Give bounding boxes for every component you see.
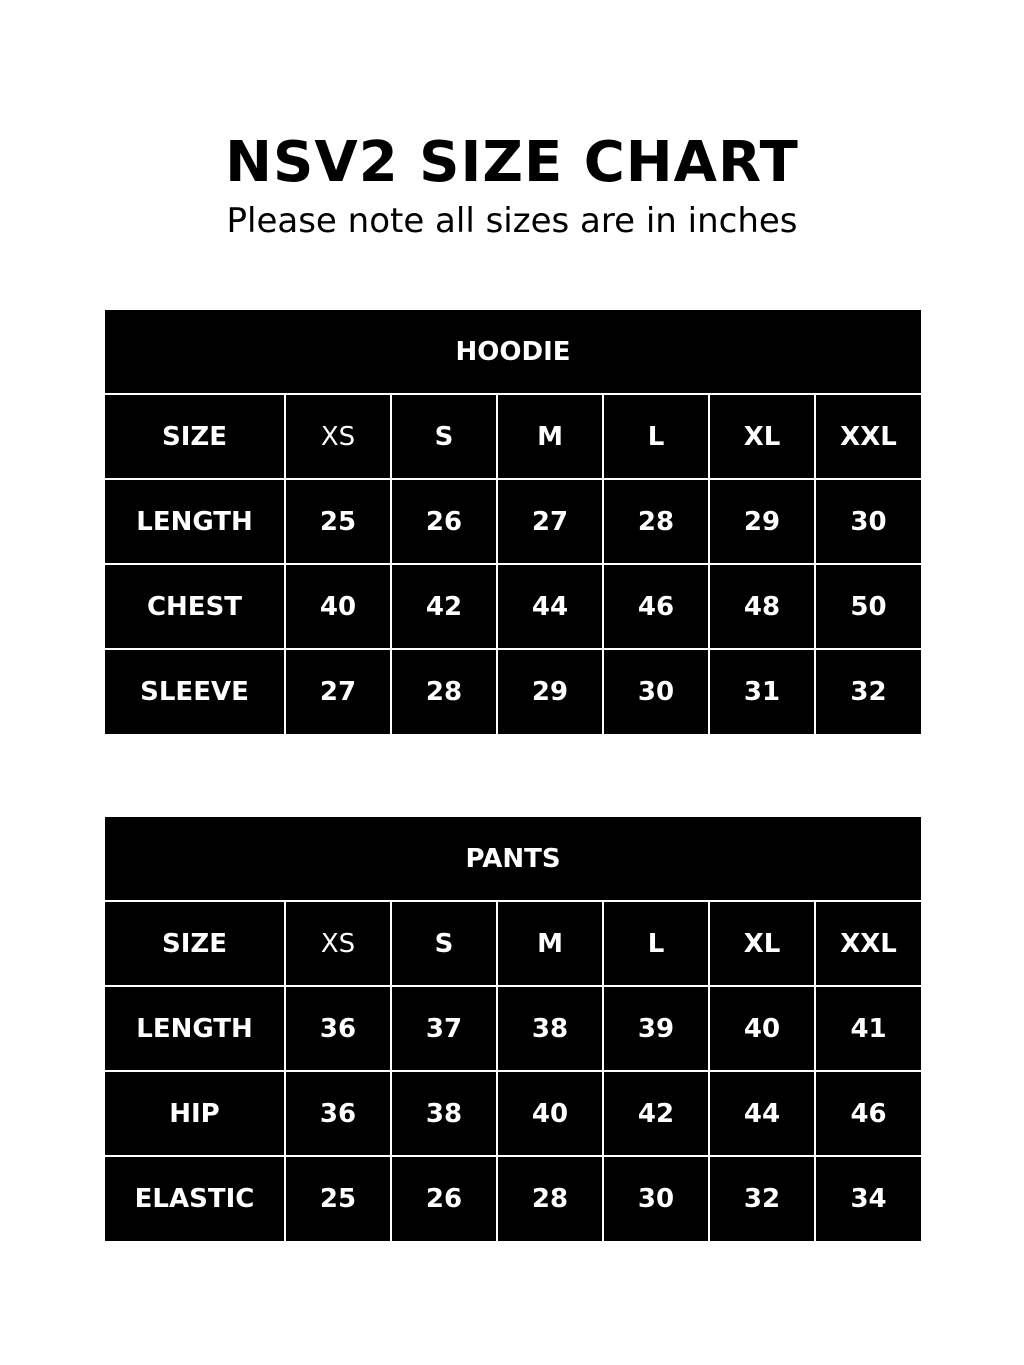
pants-header-row (105, 901, 921, 986)
table-cell: 41 (815, 986, 921, 1071)
table-cell: 25 (285, 1156, 391, 1241)
table-cell: 29 (497, 649, 603, 734)
table-cell: 28 (391, 649, 497, 734)
pants-size-s: S (391, 901, 497, 986)
table-cell: 27 (497, 479, 603, 564)
table-cell: 28 (603, 479, 709, 564)
table-cell: 44 (497, 564, 603, 649)
row-label: LENGTH (105, 986, 285, 1071)
table-cell: 40 (497, 1071, 603, 1156)
hoodie-size-l: L (603, 394, 709, 479)
table-cell: 28 (497, 1156, 603, 1241)
hoodie-caption-row (105, 310, 921, 394)
table-cell: 39 (603, 986, 709, 1071)
table-cell: 32 (709, 1156, 815, 1241)
table-cell: 40 (709, 986, 815, 1071)
pants-size-table (105, 817, 921, 1241)
pants-hip-row (105, 1071, 921, 1156)
pants-size-header: SIZE (105, 901, 285, 986)
table-cell: 42 (391, 564, 497, 649)
pants-size-m: M (497, 901, 603, 986)
row-label: SLEEVE (105, 649, 285, 734)
row-label: ELASTIC (105, 1156, 285, 1241)
pants-table-caption: PANTS (465, 843, 561, 874)
table-cell: 32 (815, 649, 921, 734)
hoodie-size-header: SIZE (105, 394, 285, 479)
table-cell: 25 (285, 479, 391, 564)
row-label: CHEST (105, 564, 285, 649)
page-title: NSV2 SIZE CHART (225, 130, 799, 195)
table-cell: 37 (391, 986, 497, 1071)
table-cell: 50 (815, 564, 921, 649)
table-cell: 42 (603, 1071, 709, 1156)
table-cell: 30 (815, 479, 921, 564)
hoodie-table-caption: HOODIE (455, 336, 571, 367)
table-cell: 48 (709, 564, 815, 649)
pants-size-xl: XL (709, 901, 815, 986)
table-cell: 30 (603, 649, 709, 734)
table-cell: 36 (285, 1071, 391, 1156)
table-cell: 26 (391, 479, 497, 564)
table-cell: 36 (285, 986, 391, 1071)
row-label: LENGTH (105, 479, 285, 564)
table-cell: 27 (285, 649, 391, 734)
hoodie-sleeve-row (105, 649, 921, 734)
table-cell: 34 (815, 1156, 921, 1241)
table-cell: 40 (285, 564, 391, 649)
hoodie-chest-row (105, 564, 921, 649)
row-label: HIP (105, 1071, 285, 1156)
hoodie-size-table (105, 310, 921, 734)
hoodie-size-m: M (497, 394, 603, 479)
pants-length-row (105, 986, 921, 1071)
pants-size-xs: XS (285, 901, 391, 986)
table-cell: 38 (391, 1071, 497, 1156)
pants-caption-row (105, 817, 921, 901)
pants-elastic-row (105, 1156, 921, 1241)
table-cell: 46 (603, 564, 709, 649)
table-cell: 38 (497, 986, 603, 1071)
table-cell: 30 (603, 1156, 709, 1241)
hoodie-size-s: S (391, 394, 497, 479)
table-cell: 26 (391, 1156, 497, 1241)
table-cell: 46 (815, 1071, 921, 1156)
pants-size-l: L (603, 901, 709, 986)
page-subtitle: Please note all sizes are in inches (226, 201, 798, 241)
pants-size-xxl: XXL (815, 901, 921, 986)
hoodie-size-xxl: XXL (815, 394, 921, 479)
hoodie-size-xl: XL (709, 394, 815, 479)
table-cell: 29 (709, 479, 815, 564)
hoodie-length-row (105, 479, 921, 564)
hoodie-size-xs: XS (285, 394, 391, 479)
table-cell: 44 (709, 1071, 815, 1156)
hoodie-header-row (105, 394, 921, 479)
table-cell: 31 (709, 649, 815, 734)
